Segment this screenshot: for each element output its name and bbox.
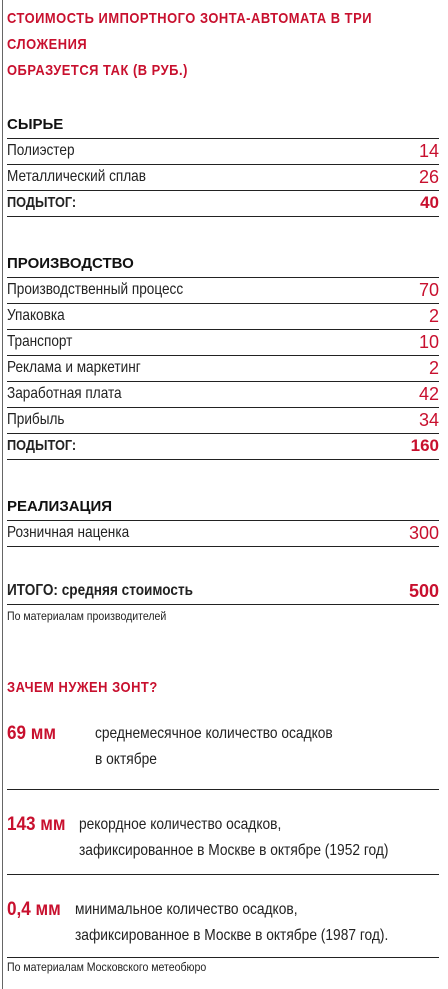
row-value: 70: [418, 280, 439, 300]
stat-item: [7, 812, 439, 875]
stat-description: [95, 721, 333, 773]
stat-line: в октябре: [95, 751, 157, 768]
row-value: 34: [418, 410, 439, 430]
table-row: [7, 330, 439, 356]
subtotal-row: [7, 434, 439, 460]
total-row: [7, 579, 439, 605]
row-value: 42: [418, 384, 439, 404]
row-label: Прибыль: [7, 411, 65, 428]
table-row: [7, 408, 439, 434]
stat-line: зафиксированное в Москве в октябре (1987 год).: [74, 927, 388, 944]
stat-item: [7, 897, 439, 958]
why-heading: ЗАЧЕМ НУЖЕН ЗОНТ?: [7, 679, 158, 696]
stat-number: 0,4 мм: [7, 899, 61, 920]
subtotal-value: 40: [420, 193, 439, 212]
row-value: 14: [418, 141, 439, 161]
table-row: [7, 165, 439, 191]
stat-number: 69 мм: [7, 723, 57, 744]
cost-title: [7, 6, 437, 84]
title-line-1: СТОИМОСТЬ ИМПОРТНОГО ЗОНТА-АВТОМАТА В ТРИ СЛОЖЕНИЯ: [7, 10, 373, 53]
table-row: [7, 382, 439, 408]
section-raw-heading: СЫРЬЕ: [7, 114, 439, 139]
stat-item: [7, 721, 439, 790]
stat-number: 143 мм: [7, 814, 66, 835]
row-label: Упаковка: [7, 307, 65, 324]
row-label: Заработная плата: [7, 385, 122, 402]
table-row: [7, 278, 439, 304]
row-value: 300: [408, 523, 439, 543]
subtotal-value: 160: [410, 436, 439, 455]
source-manufacturers: По материалам производителей: [7, 609, 167, 623]
stat-description: [79, 812, 389, 864]
total-value: 500: [408, 581, 439, 601]
row-value: 2: [428, 358, 439, 378]
section-sales-heading: РЕАЛИЗАЦИЯ: [7, 496, 439, 521]
table-row: [7, 304, 439, 330]
row-label: Металлический сплав: [7, 168, 146, 185]
stat-description: [75, 897, 388, 949]
subtotal-row: [7, 191, 439, 217]
stat-line: среднемесячное количество осадков: [95, 725, 333, 742]
row-label: Розничная наценка: [7, 524, 130, 541]
row-label: Производственный процесс: [7, 281, 184, 298]
stat-line: зафиксированное в Москве в октябре (1952 год): [79, 842, 389, 859]
stat-line: рекордное количество осадков,: [79, 816, 282, 833]
section-production-heading: ПРОИЗВОДСТВО: [7, 253, 439, 278]
subtotal-label: ПОДЫТОГ:: [7, 437, 77, 454]
row-value: 10: [418, 332, 439, 352]
row-value: 2: [428, 306, 439, 326]
table-row: [7, 521, 439, 547]
infographic: [7, 0, 439, 974]
row-label: Реклама и маркетинг: [7, 359, 141, 376]
table-row: [7, 356, 439, 382]
left-rule: [2, 0, 3, 989]
table-row: [7, 139, 439, 165]
title-line-2: ОБРАЗУЕТСЯ ТАК (В РУБ.): [7, 62, 188, 79]
row-value: 26: [418, 167, 439, 187]
total-label: ИТОГО: средняя стоимость: [7, 582, 193, 599]
row-label: Полиэстер: [7, 142, 75, 159]
source-meteo: По материалам Московского метеобюро: [7, 960, 207, 974]
subtotal-label: ПОДЫТОГ:: [7, 194, 77, 211]
row-label: Транспорт: [7, 333, 73, 350]
stat-line: минимальное количество осадков,: [74, 901, 298, 918]
